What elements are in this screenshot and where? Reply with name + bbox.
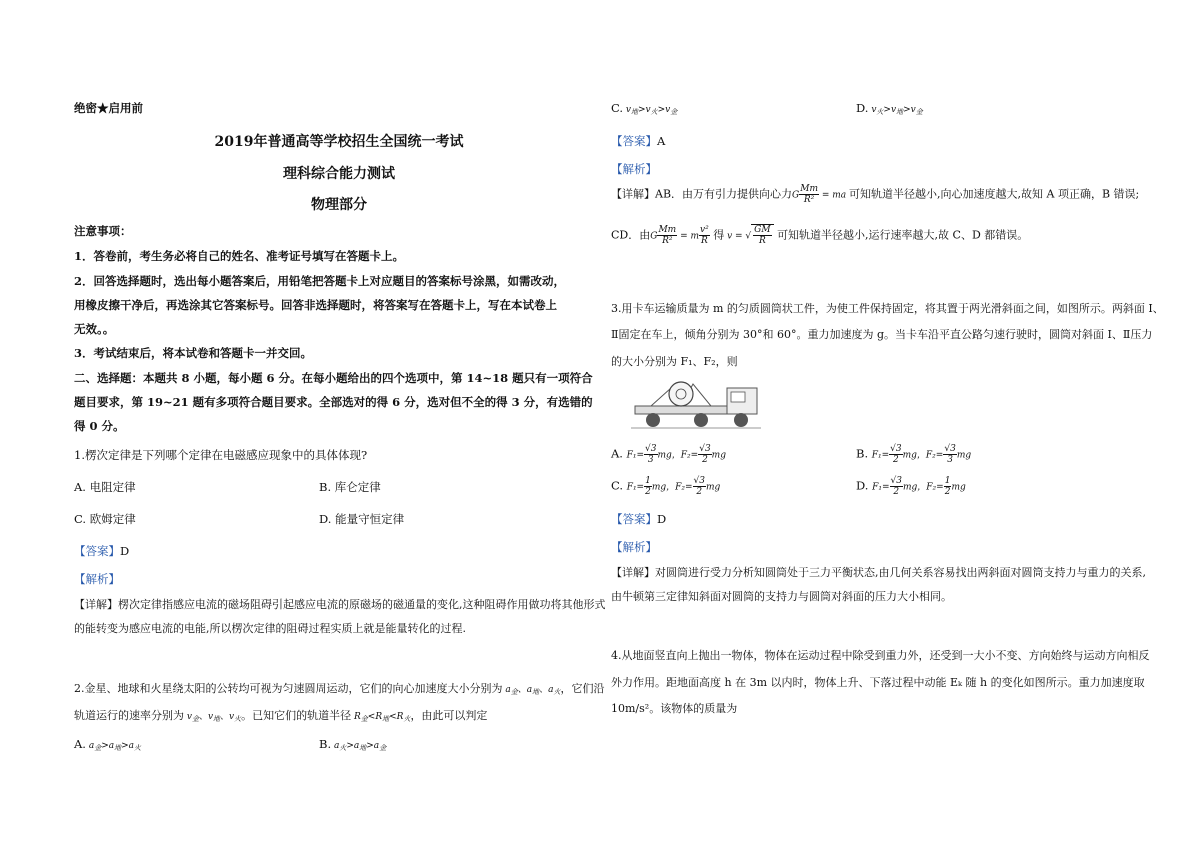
exam-subtitle: 理科综合能力测试 (283, 166, 395, 182)
answer-value: D (120, 544, 130, 558)
exam-section-title: 物理部分 (311, 197, 367, 213)
section-desc-c: 得 0 分。 (74, 419, 125, 433)
answer-label: 【答案】 (74, 544, 120, 558)
q3-answer: 【答案】D (611, 512, 667, 526)
question-1: 1.楞次定律是下列哪个定律在电磁感应现象中的具体体现? (74, 448, 368, 462)
q3-detail-1: 【详解】对圆筒进行受力分析知圆筒处于三力平衡状态,由几何关系容易找出两斜面对圆筒支持力与重力的关系, (611, 566, 1146, 579)
q2-answer: 【答案】A (611, 134, 666, 148)
exam-title: 2019年普通高等学校招生全国统一考试 (214, 134, 464, 150)
question-4-line1: 4.从地面竖直向上抛出一物体，物体在运动过程中除受到重力外，还受到一大小不变、方向始终与运动方向相反 (611, 649, 1150, 662)
question-3-line1: 3.用卡车运输质量为 m 的匀质圆筒状工件，为使工件保持固定，将其置于两光滑斜面之间，如图所示。两斜面 I、 (611, 302, 1164, 315)
notice-1: 1．答卷前，考生务必将自己的姓名、准考证号填写在答题卡上。 (74, 249, 404, 263)
q1-detail-2: 的能转变为感应电流的电能,所以楞次定律的阻碍过程实质上就是能量转化的过程. (74, 622, 466, 635)
question-4-line2: 外力作用。距地面高度 h 在 3m 以内时，物体上升、下落过程中动能 Eₖ 随 h 的变化如图所示。重力加速度取 (611, 676, 1145, 689)
q3-option-d: D. F₁= $\frac{√3}{2}$ mg，F₂= $\frac{1}{2}$ mg (856, 476, 966, 497)
question-3-line2: Ⅱ固定在车上，倾角分别为 30°和 60°。重力加速度为 g。当卡车沿平直公路匀速行驶时，圆筒对斜面 I、Ⅱ压力 (611, 328, 1153, 341)
notice-title: 注意事项： (74, 224, 132, 238)
question-4-line3: 10m/s²。该物体的质量为 (611, 702, 738, 715)
section-desc-a: 二、选择题：本题共 8 小题，每小题 6 分。在每小题给出的四个选项中，第 14~18 题只有一项符合 (74, 371, 593, 385)
section-desc-b: 题目要求，第 19~21 题有多项符合题目要求。全部选对的得 6 分，选对但不全的得 3 分，有选错的 (74, 395, 593, 409)
q2-option-d: D. $v_火>v_地>v_金$ (856, 101, 923, 116)
notice-2b: 用橡皮擦干净后，再选涂其它答案标号。回答非选择题时，将答案写在答题卡上，写在本试卷上 (74, 298, 557, 312)
q1-option-d: D. 能量守恒定律 (319, 512, 405, 526)
truck-figure (631, 376, 761, 432)
q3-option-a: A. F₁= $\frac{√3}{3}$ mg，F₂= $\frac{√3}{2}$ mg (611, 444, 726, 465)
q2-option-c: C. $v_地>v_火>v_金$ (611, 101, 678, 116)
q1-analysis-label: 【解析】 (74, 572, 120, 586)
question-3-line3: 的大小分别为 F₁、F₂，则 (611, 355, 738, 368)
q3-detail-2: 由牛顿第三定律知斜面对圆筒的支持力与圆筒对斜面的压力大小相同。 (611, 590, 952, 603)
q1-option-c: C. 欧姆定律 (74, 512, 136, 526)
q1-option-b: B. 库仑定律 (319, 480, 381, 494)
q3-analysis-label: 【解析】 (611, 540, 657, 554)
notice-2c: 无效。。 (74, 322, 115, 336)
q1-option-a: A. 电阻定律 (74, 480, 136, 494)
q1-answer (74, 543, 129, 559)
q2-option-b: B. $a_火>a_地>a_金$ (319, 737, 387, 752)
q2-option-a: A. $a_金>a_地>a_火$ (74, 737, 142, 752)
q3-option-c: C. F₁= $\frac{1}{2}$ mg，F₂= $\frac{√3}{2}$ mg (611, 476, 721, 497)
question-2-line1: 2.金星、地球和火星绕太阳的公转均可视为匀速圆周运动，它们的向心加速度大小分别为 $a_金$、$a_地$、$a_火$，它们沿 (74, 682, 605, 696)
q3-option-b: B. F₁= $\frac{√3}{2}$ mg，F₂= $\frac{√3}{3}$ mg (856, 444, 972, 465)
notice-2a: 2．回答选择题时，选出每小题答案后，用铅笔把答题卡上对应题目的答案标号涂黑，如需改动， (74, 274, 565, 288)
question-2-line2: 轨道运行的速率分别为 $v_金$、$v_地$、$v_火$。已知它们的轨道半径 $R_金<R_地<R_火$，由此可以判定 (74, 709, 488, 723)
q1-detail-1: 【详解】楞次定律指感应电流的磁场阻碍引起感应电流的原磁场的磁通量的变化,这种阻碍作用做功将其他形式 (74, 598, 606, 611)
q2-detail-1: 【详解】AB．由万有引力提供向心力G $\frac{Mm}{\text{R²}}$ = ma 可知轨道半径越小,向心加速度越大,故知 A 项正确，B 错误; (611, 184, 1140, 205)
secret-label: 绝密★启用前 (74, 101, 143, 115)
q2-detail-2: CD．由G $\frac{Mm}{\text{R²}}$ = m $\frac{\text{v²}}{R}$ 得 v = √ $\frac{GM}{R}$ 可知轨道半径越小,运行速率越大,故 C、D 都错误。 (611, 225, 1029, 246)
notice-3: 3．考试结束后，将本试卷和答题卡一并交回。 (74, 346, 312, 360)
q2-analysis-label: 【解析】 (611, 162, 657, 176)
